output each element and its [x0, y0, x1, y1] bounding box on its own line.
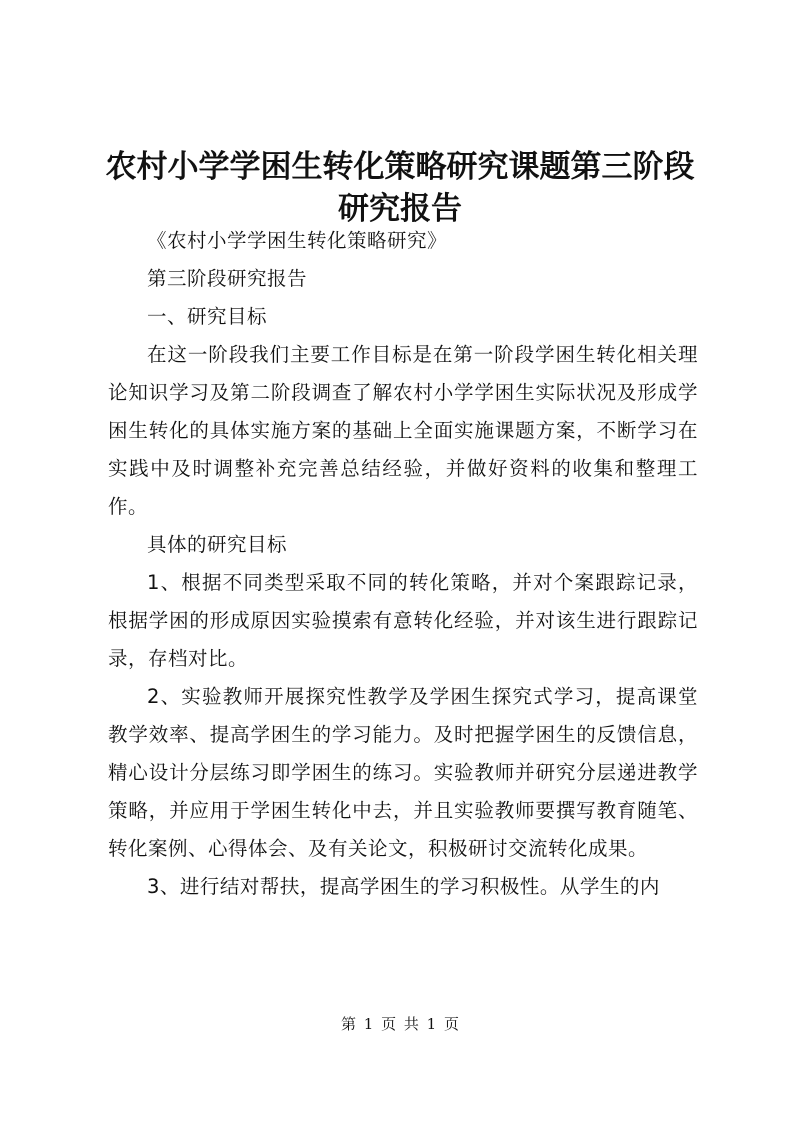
paragraph-stage: 第三阶段研究报告	[147, 267, 308, 290]
document-title: 农村小学学困生转化策略研究课题第三阶段研究报告	[105, 149, 695, 227]
document-body	[108, 222, 698, 906]
paragraph-goal-2: 2、实验教师开展探究性教学及学困生探究式学习，提高课堂教学效率、提高学困生的学习能力。及时把握学困生的反馈信息，精心设计分层练习即学困生的练习。实验教师并研究分层递进教学策略，并应用于学困生转化中去，并且实验教师要撰写教育随笔、转化案例、心得体会、及有关论文，积极研讨交流转化成果。	[108, 685, 698, 860]
page-footer: 第 1 页 共 1 页	[341, 1015, 459, 1033]
subheading-specific-goals: 具体的研究目标	[147, 533, 288, 556]
paragraph-stage-goal: 在这一阶段我们主要工作目标是在第一阶段学困生转化相关理论知识学习及第二阶段调查了解农村小学学困生实际状况及形成学困生转化的具体实施方案的基础上全面实施课题方案，不断学习在实践中及时调整补充完善总结经验，并做好资料的收集和整理工作。	[108, 343, 698, 518]
section-heading-goals: 一、研究目标	[147, 305, 268, 328]
paragraph-goal-1: 1、根据不同类型采取不同的转化策略，并对个案跟踪记录，根据学困的形成原因实验摸索有意转化经验，并对该生进行跟踪记录，存档对比。	[108, 571, 698, 670]
paragraph-subject: 《农村小学学困生转化策略研究》	[147, 229, 448, 252]
paragraph-goal-3: 3、进行结对帮扶，提高学困生的学习积极性。从学生的内	[147, 875, 660, 898]
